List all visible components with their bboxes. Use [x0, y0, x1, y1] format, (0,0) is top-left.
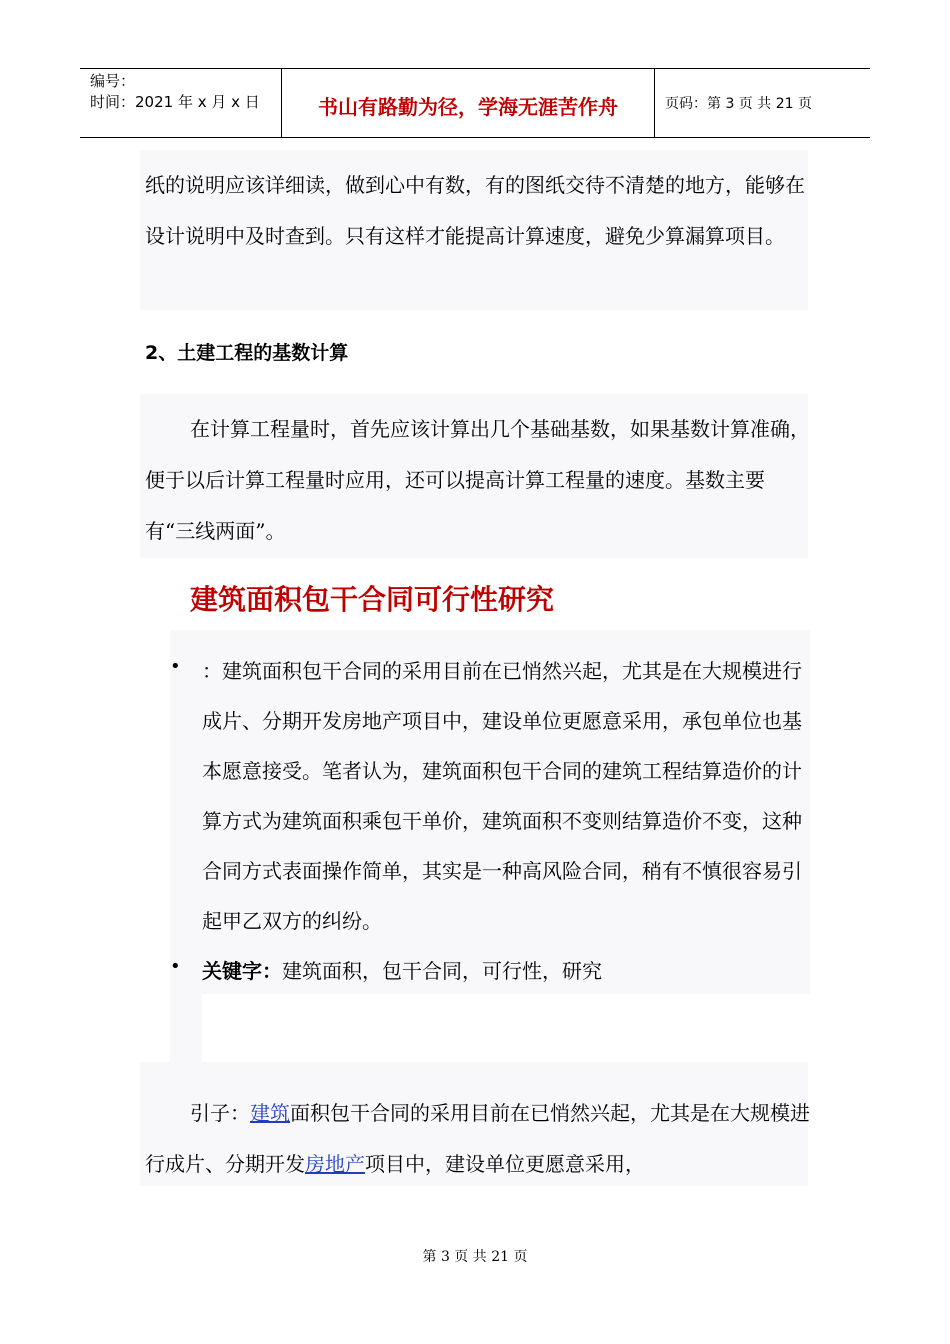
date-label: 时间：2021 年 x 月 x 日: [90, 93, 260, 111]
intro-paragraph: [145, 1088, 810, 1190]
bullet-icon: •: [170, 956, 181, 977]
link-real-estate[interactable]: 房地产: [305, 1152, 365, 1176]
link-jianzhu[interactable]: 建筑: [250, 1101, 290, 1125]
paragraph-continued: 纸的说明应该详细读，做到心中有数，有的图纸交待不清楚的地方，能够在设计说明中及时查到。只有这样才能提高计算速度，避免少算漏算项目。: [145, 173, 805, 248]
paragraph-base-calculation: 在计算工程量时，首先应该计算出几个基础基数，如果基数计算准确，便于以后计算工程量时应用，还可以提高计算工程量的速度。基数主要有“三线两面”。: [145, 417, 810, 543]
keywords-line: [202, 946, 810, 996]
document-header: [80, 68, 870, 138]
page-footer: 第 3 页 共 21 页: [422, 1249, 528, 1265]
header-page-info: 页码：第 3 页 共 21 页: [665, 96, 812, 112]
section-heading: 2、土建工程的基数计算: [145, 342, 349, 364]
intro-mid: 面积包干合同的采用目前在已悄然兴起，尤其是在大规模进行成片、分期开发: [145, 1101, 810, 1176]
article-title: 建筑面积包干合同可行性研究: [190, 583, 555, 616]
number-label: 编号：: [90, 72, 136, 90]
keywords-text: 建筑面积，包干合同，可行性，研究: [282, 959, 602, 983]
keywords-label: 关键字：: [202, 959, 282, 983]
intro-suffix: 项目中，建设单位更愿意采用，: [365, 1152, 645, 1176]
abstract-text: ：建筑面积包干合同的采用目前在已悄然兴起，尤其是在大规模进行成片、分期开发房地产项目中，建设单位更愿意采用，承包单位也基本愿意接受。笔者认为，建筑面积包干合同的建筑工程结算造价的计算方式为建筑面积乘包干单价，建筑面积不变则结算造价不变，这种合同方式表面操作简单，其实是一种高风险合同，稍有不慎很容易引起甲乙双方的纠纷。: [202, 659, 802, 933]
intro-prefix: 引子：: [190, 1101, 250, 1125]
bullet-icon: •: [170, 656, 181, 677]
shaded-block-4: [170, 994, 202, 1062]
header-motto: 书山有路勤为径，学海无涯苦作舟: [282, 69, 655, 137]
header-meta: [80, 69, 282, 137]
